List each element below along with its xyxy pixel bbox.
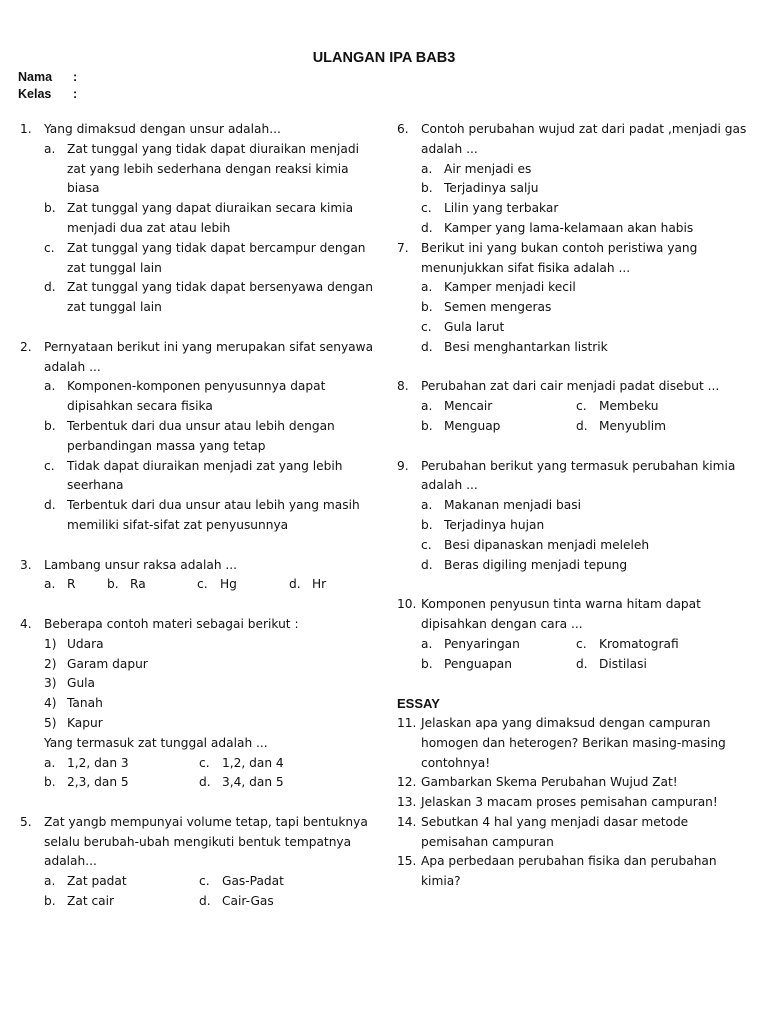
question-text: Lambang unsur raksa adalah ... bbox=[44, 557, 238, 572]
option-letter: d. bbox=[421, 339, 433, 354]
question-text: Jelaskan 3 macam proses pemisahan campuran! bbox=[421, 795, 718, 810]
option-c bbox=[421, 318, 749, 338]
option-text: Penyaringan bbox=[444, 636, 520, 651]
option-d bbox=[421, 338, 749, 358]
question-number: 3. bbox=[20, 557, 32, 572]
option-a bbox=[421, 397, 576, 417]
essay-question-14 bbox=[397, 813, 749, 853]
option-d bbox=[421, 556, 749, 576]
list-number: 5) bbox=[44, 715, 57, 730]
option-b bbox=[44, 417, 380, 457]
question-text: Zat yangb mempunyai volume tetap, tapi bentuknya selalu berubah-ubah mengikuti bentuk tempatnya adalah... bbox=[44, 814, 368, 869]
option-text: 2,3, dan 5 bbox=[67, 775, 129, 790]
option-text: Zat padat bbox=[67, 874, 127, 889]
option-letter: a. bbox=[421, 399, 433, 414]
question-4 bbox=[20, 615, 380, 793]
option-letter: b. bbox=[44, 201, 56, 216]
option-c bbox=[576, 635, 731, 655]
kelas-row bbox=[18, 87, 77, 101]
option-letter: d. bbox=[576, 418, 588, 433]
option-letter: d. bbox=[576, 656, 588, 671]
option-letter: c. bbox=[44, 240, 55, 255]
option-text: 1,2, dan 3 bbox=[67, 755, 129, 770]
essay-question-11 bbox=[397, 714, 749, 773]
list-item bbox=[44, 674, 380, 694]
option-text: Terjadinya hujan bbox=[444, 517, 545, 532]
question-1 bbox=[20, 120, 380, 318]
option-letter: a. bbox=[421, 636, 433, 651]
list-item bbox=[44, 655, 380, 675]
option-a bbox=[421, 160, 749, 180]
list-number: 1) bbox=[44, 636, 57, 651]
option-c bbox=[421, 536, 749, 556]
option-text: 1,2, dan 4 bbox=[222, 755, 284, 770]
option-text: Mencair bbox=[444, 399, 493, 414]
question-number: 8. bbox=[397, 379, 409, 394]
option-text: Besi dipanaskan menjadi meleleh bbox=[444, 537, 650, 552]
option-b bbox=[421, 516, 749, 536]
option-text: Kamper yang lama-kelamaan akan habis bbox=[444, 220, 694, 235]
question-number: 7. bbox=[397, 240, 409, 255]
question-6 bbox=[397, 120, 749, 239]
option-letter: b. bbox=[421, 418, 433, 433]
option-letter: a. bbox=[44, 577, 56, 592]
option-letter: c. bbox=[576, 636, 587, 651]
option-text: Zat cair bbox=[67, 894, 115, 909]
option-text: Kromatografi bbox=[599, 636, 679, 651]
option-a bbox=[44, 377, 380, 417]
question-text: Komponen penyusun tinta warna hitam dapat dipisahkan dengan cara ... bbox=[421, 597, 701, 631]
question-text: Pernyataan berikut ini yang merupakan sifat senyawa adalah ... bbox=[44, 339, 374, 374]
option-text: Air menjadi es bbox=[444, 161, 532, 176]
essay-question-13 bbox=[397, 793, 749, 813]
option-text: 3,4, dan 5 bbox=[222, 775, 284, 790]
question-text: Sebutkan 4 hal yang menjadi dasar metode pemisahan campuran bbox=[421, 814, 689, 849]
option-letter: d. bbox=[199, 775, 211, 790]
option-text: Zat tunggal yang tidak dapat bercampur dengan zat tunggal lain bbox=[67, 240, 366, 275]
option-d bbox=[199, 773, 354, 793]
option-text: Menyublim bbox=[599, 418, 667, 433]
option-text: Gas-Padat bbox=[222, 874, 284, 889]
option-a bbox=[44, 754, 199, 774]
right-column bbox=[397, 120, 749, 892]
list-text: Kapur bbox=[67, 715, 103, 730]
kelas-colon: : bbox=[73, 87, 78, 101]
option-text: Gula larut bbox=[444, 319, 505, 334]
option-c bbox=[576, 397, 731, 417]
option-letter: a. bbox=[421, 498, 433, 513]
question-number: 15. bbox=[397, 854, 417, 869]
option-b bbox=[421, 655, 576, 675]
option-text: Semen mengeras bbox=[444, 300, 552, 315]
option-text: Terjadinya salju bbox=[444, 181, 539, 196]
question-9 bbox=[397, 457, 749, 576]
option-letter: b. bbox=[421, 300, 433, 315]
option-letter: a. bbox=[44, 874, 56, 889]
option-d bbox=[576, 417, 731, 437]
question-number: 13. bbox=[397, 795, 417, 810]
question-number: 2. bbox=[20, 339, 32, 354]
question-number: 12. bbox=[397, 775, 417, 790]
option-text: Ra bbox=[130, 577, 146, 592]
option-text: Komponen-komponen penyusunnya dapat dipisahkan secara fisika bbox=[67, 379, 326, 414]
option-d bbox=[199, 892, 354, 912]
option-letter: d. bbox=[44, 280, 56, 295]
option-text: Zat tunggal yang dapat diuraikan secara kimia menjadi dua zat atau lebih bbox=[67, 201, 354, 235]
list-item bbox=[44, 635, 380, 655]
nama-row bbox=[18, 70, 77, 84]
option-c bbox=[421, 199, 749, 219]
option-c bbox=[199, 872, 354, 892]
question-prompt: Yang termasuk zat tunggal adalah ... bbox=[44, 735, 268, 750]
question-number: 1. bbox=[20, 122, 32, 136]
option-b bbox=[421, 417, 576, 437]
option-text: Penguapan bbox=[444, 656, 512, 671]
list-text: Tanah bbox=[67, 696, 103, 711]
list-number: 3) bbox=[44, 676, 57, 691]
option-letter: c. bbox=[421, 319, 432, 334]
option-letter: a. bbox=[421, 161, 433, 176]
question-number: 9. bbox=[397, 458, 409, 473]
option-letter: b. bbox=[44, 894, 56, 909]
option-c bbox=[199, 754, 354, 774]
option-a bbox=[421, 635, 576, 655]
option-text: Menguap bbox=[444, 418, 501, 433]
option-a bbox=[421, 496, 749, 516]
question-7 bbox=[397, 239, 749, 358]
nama-label: Nama bbox=[18, 70, 53, 84]
option-c bbox=[44, 239, 380, 279]
option-a bbox=[44, 140, 380, 199]
list-item bbox=[44, 714, 380, 734]
question-number: 11. bbox=[397, 715, 417, 730]
option-letter: b. bbox=[44, 775, 56, 790]
option-d bbox=[44, 278, 380, 318]
option-letter: a. bbox=[44, 755, 56, 770]
option-b bbox=[44, 892, 199, 912]
option-letter: a. bbox=[421, 280, 433, 295]
option-d bbox=[576, 655, 731, 675]
option-text: Terbentuk dari dua unsur atau lebih dengan perbandingan massa yang tetap bbox=[67, 418, 335, 453]
question-text: Berikut ini yang bukan contoh peristiwa yang menunjukkan sifat fisika adalah ... bbox=[421, 240, 698, 275]
option-b bbox=[44, 199, 380, 239]
option-letter: b. bbox=[421, 517, 433, 532]
option-letter: c. bbox=[421, 537, 432, 552]
option-b bbox=[44, 773, 199, 793]
option-c bbox=[44, 457, 380, 497]
list-text: Udara bbox=[67, 636, 104, 651]
option-a bbox=[44, 872, 199, 892]
option-text: Makanan menjadi basi bbox=[444, 498, 581, 513]
question-5 bbox=[20, 813, 380, 912]
option-text: Hg bbox=[220, 577, 237, 592]
question-10 bbox=[397, 595, 749, 674]
question-number: 5. bbox=[20, 814, 32, 829]
option-text: Tidak dapat diuraikan menjadi zat yang lebih seerhana bbox=[67, 458, 343, 493]
list-text: Gula bbox=[67, 676, 96, 691]
question-text: Apa perbedaan perubahan fisika dan perubahan kimia? bbox=[421, 854, 717, 889]
question-text: Beberapa contoh materi sebagai berikut : bbox=[44, 616, 299, 631]
question-number: 14. bbox=[397, 814, 417, 829]
option-text: Besi menghantarkan listrik bbox=[444, 339, 608, 354]
question-text: Contoh perubahan wujud zat dari padat ,menjadi gas adalah ... bbox=[421, 122, 747, 156]
option-a bbox=[44, 575, 107, 595]
question-number: 4. bbox=[20, 616, 32, 631]
question-8 bbox=[397, 377, 749, 436]
list-number: 4) bbox=[44, 696, 57, 711]
option-letter: c. bbox=[44, 458, 55, 473]
option-b bbox=[421, 298, 749, 318]
option-letter: d. bbox=[289, 577, 301, 592]
question-number: 6. bbox=[397, 122, 409, 136]
option-letter: a. bbox=[44, 379, 56, 394]
option-letter: c. bbox=[421, 201, 432, 216]
option-letter: b. bbox=[107, 577, 119, 592]
question-number: 10. bbox=[397, 597, 417, 612]
option-text: Cair-Gas bbox=[222, 894, 274, 909]
option-letter: c. bbox=[197, 577, 208, 592]
option-letter: a. bbox=[44, 141, 56, 156]
kelas-label: Kelas bbox=[18, 87, 52, 101]
question-text: Gambarkan Skema Perubahan Wujud Zat! bbox=[421, 775, 678, 790]
option-letter: d. bbox=[199, 894, 211, 909]
option-letter: d. bbox=[421, 220, 433, 235]
option-text: Zat tunggal yang tidak dapat diuraikan menjadi zat yang lebih sederhana dengan reaksi kimia biasa bbox=[67, 141, 359, 196]
option-letter: b. bbox=[421, 656, 433, 671]
essay-question-12 bbox=[397, 773, 749, 793]
option-letter: d. bbox=[421, 557, 433, 572]
essay-heading: ESSAY bbox=[397, 696, 440, 712]
nama-colon: : bbox=[73, 70, 78, 84]
option-letter: c. bbox=[199, 874, 210, 889]
option-d bbox=[44, 496, 380, 536]
option-text: Terbentuk dari dua unsur atau lebih yang masih memiliki sifat-sifat zat penyusunnya bbox=[67, 498, 360, 532]
option-letter: c. bbox=[199, 755, 210, 770]
option-d bbox=[289, 575, 349, 595]
list-item bbox=[44, 694, 380, 714]
option-letter: b. bbox=[44, 418, 56, 433]
list-number: 2) bbox=[44, 656, 57, 671]
option-letter: c. bbox=[576, 399, 587, 414]
option-b bbox=[107, 575, 197, 595]
option-text: Hr bbox=[312, 577, 327, 592]
option-letter: d. bbox=[44, 498, 56, 513]
option-text: Lilin yang terbakar bbox=[444, 201, 559, 216]
essay-question-15 bbox=[397, 852, 749, 892]
question-3 bbox=[20, 556, 380, 596]
left-column bbox=[20, 120, 380, 912]
question-2 bbox=[20, 338, 380, 536]
option-text: Kamper menjadi kecil bbox=[444, 280, 576, 295]
option-a bbox=[421, 278, 749, 298]
option-d bbox=[421, 219, 749, 239]
option-c bbox=[197, 575, 289, 595]
option-text: Membeku bbox=[599, 399, 659, 414]
question-text: Yang dimaksud dengan unsur adalah... bbox=[44, 122, 281, 136]
question-text: Perubahan berikut yang termasuk perubahan kimia adalah ... bbox=[421, 458, 736, 493]
question-text: Perubahan zat dari cair menjadi padat disebut ... bbox=[421, 379, 720, 394]
option-text: Zat tunggal yang tidak dapat bersenyawa dengan zat tunggal lain bbox=[67, 280, 373, 315]
option-text: Beras digiling menjadi tepung bbox=[444, 557, 628, 572]
option-letter: b. bbox=[421, 181, 433, 196]
option-text: R bbox=[67, 577, 76, 592]
option-text: Distilasi bbox=[599, 656, 647, 671]
page-title: ULANGAN IPA BAB3 bbox=[312, 50, 456, 66]
option-b bbox=[421, 179, 749, 199]
question-text: Jelaskan apa yang dimaksud dengan campuran homogen dan heterogen? Berikan masing-masing contohnya! bbox=[421, 715, 726, 770]
list-text: Garam dapur bbox=[67, 656, 148, 671]
